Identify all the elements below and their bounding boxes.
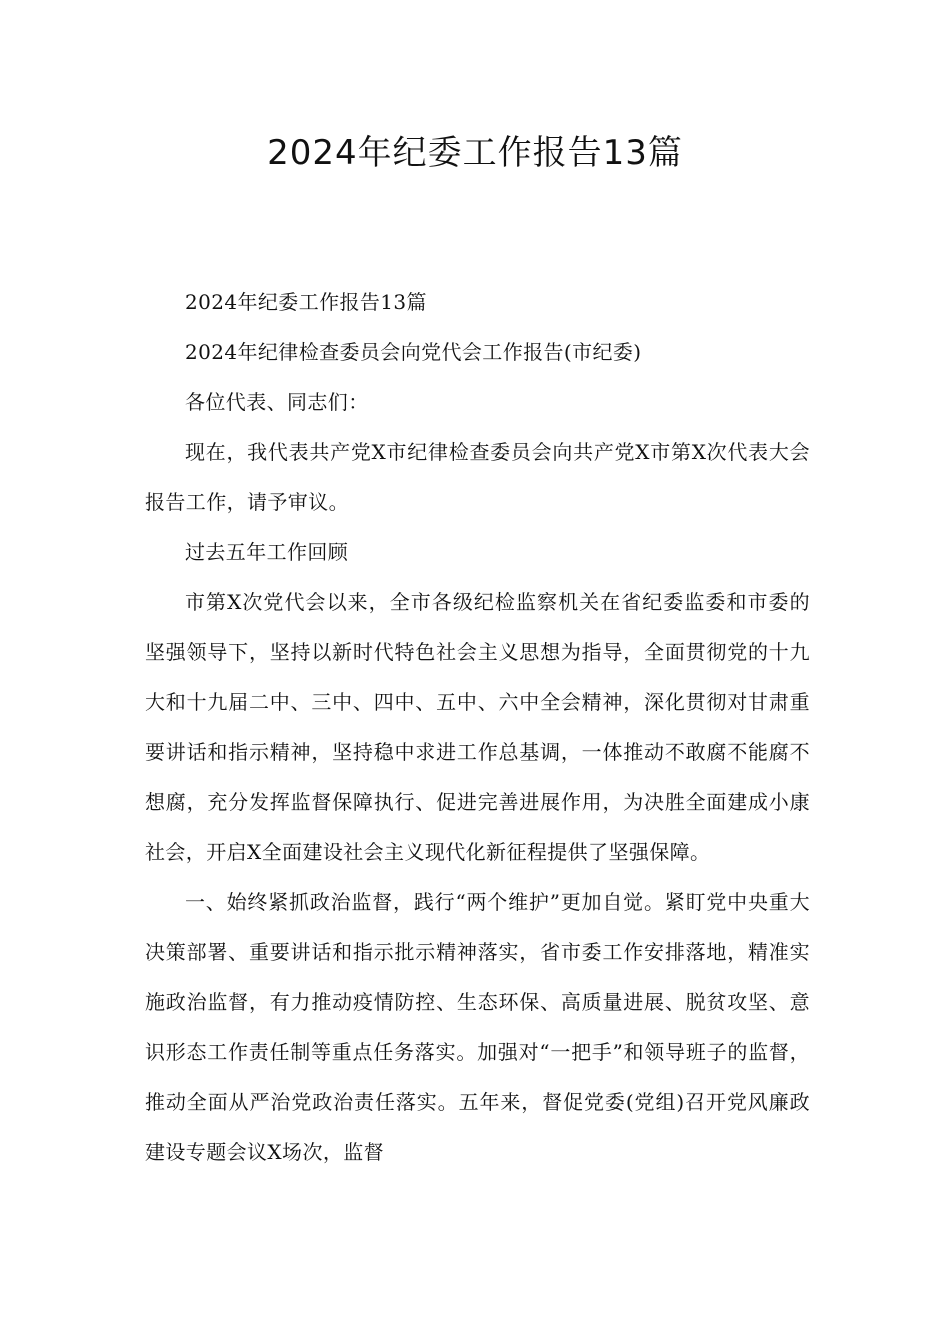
- paragraph-opening: 现在，我代表共产党X市纪律检查委员会向共产党X市第X次代表大会报告工作，请予审议。: [145, 440, 810, 514]
- paragraph-political-supervision: 一、始终紧抓政治监督，践行“两个维护”更加自觉。紧盯党中央重大决策部署、重要讲话和指示批示精神落实，省市委工作安排落地，精准实施政治监督，有力推动疫情防控、生态环保、高质量进展、脱贫攻坚、意识形态工作责任制等重点任务落实。加强对“一把手”和领导班子的监督，推动全面从严治党政治责任落实。五年来，督促党委(党组)召开党风廉政建设专题会议X场次，监督: [145, 890, 810, 1164]
- document-body: [145, 277, 810, 1177]
- paragraph-report-title: 2024年纪律检查委员会向党代会工作报告(市纪委): [185, 340, 642, 364]
- paragraph-review: 市第X次党代会以来，全市各级纪检监察机关在省纪委监委和市委的坚强领导下，坚持以新时代特色社会主义思想为指导，全面贯彻党的十九大和十九届二中、三中、四中、五中、六中全会精神，深化贯彻对甘肃重要讲话和指示精神，坚持稳中求进工作总基调，一体推动不敢腐不能腐不想腐，充分发挥监督保障执行、促进完善进展作用，为决胜全面建成小康社会，开启X全面建设社会主义现代化新征程提供了坚强保障。: [145, 590, 810, 864]
- paragraph-subtitle: 2024年纪委工作报告13篇: [185, 290, 427, 314]
- paragraph-salutation: 各位代表、同志们：: [185, 390, 369, 414]
- paragraph-section-heading: 过去五年工作回顾: [185, 540, 349, 564]
- document-title: 2024年纪委工作报告13篇: [267, 133, 683, 173]
